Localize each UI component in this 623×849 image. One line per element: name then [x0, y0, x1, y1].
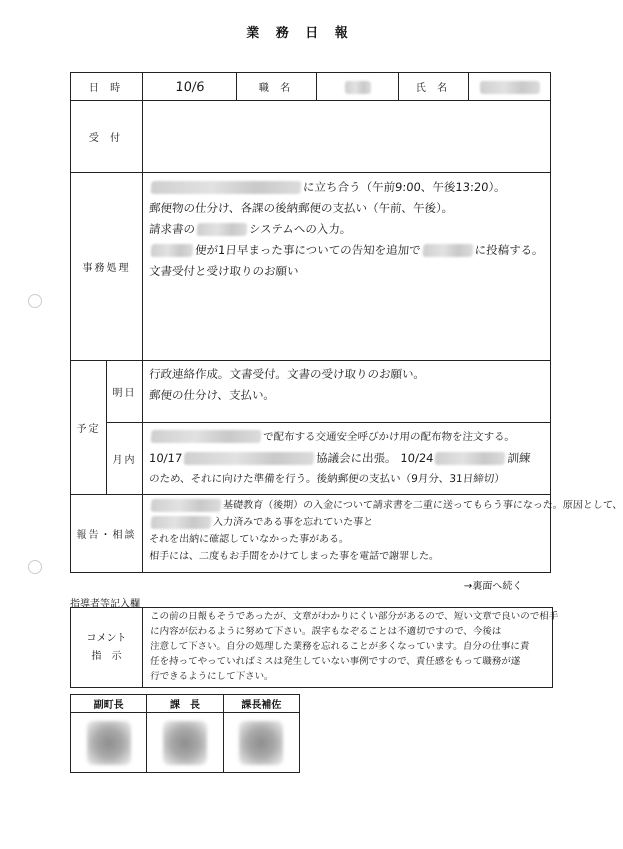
instructor-section-heading: 指導者等記入欄	[70, 599, 140, 610]
comment-line-2: に内容が伝わるように努めて下さい。誤字もなぞることは不適切ですので、今後は	[149, 626, 502, 637]
punch-hole-top	[28, 294, 42, 308]
office-work-line-4: 便が1日早まった事についての告知を追加で に投稿する。	[142, 240, 550, 261]
stamp-section-chief	[147, 713, 223, 773]
report-line-1b: 入力済みである事を忘れていた事と	[142, 514, 550, 531]
tomorrow-line-1: 行政連絡作成。文書受付。文書の受け取りのお願い。	[148, 367, 426, 381]
punch-hole-bottom	[28, 560, 42, 574]
post-value-redacted	[317, 73, 399, 101]
this-month-line-3: のため、それに向けた準備を行う。後納郵便の支払い（9月分、31日締切）	[148, 473, 506, 485]
this-month-line-2: 10/17 協議会に出張。 10/24 訓練	[148, 451, 531, 465]
comment-line-3: 注意して下さい。自分の処理した業務を忘れることが多くなっています。自分の仕事に責	[149, 641, 530, 652]
report-line-3: 相手には、二度もお手間をかけてしまった事を電話で謝罪した。	[148, 551, 440, 562]
comment-line-5: 行できるようにして下さい。	[149, 671, 274, 682]
office-work-line-1: に立ち合う（午前9:00、午後13:20）。	[142, 177, 550, 198]
this-month-line-1: で配布する交通安全呼びかけ用の配布物を注文する。	[142, 426, 551, 448]
form-title: 業 務 日 報	[246, 26, 354, 41]
report-line-2: それを出納に確認していなかった事がある。	[148, 534, 350, 545]
stamp-assistant-chief	[223, 713, 299, 773]
reception-field	[143, 101, 551, 173]
comment-line-1: この前の日報もそうであったが、文章がわかりにくい部分があるので、短い文章で良いので相手	[149, 611, 559, 622]
report-line-1: 基礎教育（後期）の入金について請求書を二重に送ってもらう事になった。原因として、	[142, 497, 550, 514]
approval-col-deputy-mayor: 副町長	[71, 695, 147, 713]
this-month-label: 月内	[107, 423, 143, 495]
tomorrow-line-2: 郵便の仕分け、支払い。	[148, 388, 276, 402]
schedule-label: 予定	[71, 361, 107, 495]
approval-stamp-table	[70, 694, 300, 773]
date-value: 10/6	[142, 73, 238, 101]
office-work-line-3: 請求書の システムへの入力。	[148, 222, 352, 236]
name-value-redacted	[469, 73, 551, 101]
this-month-content	[143, 423, 551, 495]
post-label: 職 名	[237, 73, 317, 101]
stamp-deputy-mayor	[71, 713, 147, 773]
reception-label: 受 付	[71, 101, 143, 173]
office-work-line-2: 郵便物の仕分け、各課の後納郵便の支払い（午前、午後）。	[148, 201, 454, 215]
approval-col-section-chief: 課 長	[147, 695, 223, 713]
office-work-label: 事務処理	[71, 173, 143, 361]
approval-col-assistant-chief: 課長補佐	[223, 695, 299, 713]
comment-line-4: 任を持ってやっていればミスは発生していない事例ですので、責任感をもって職務が遂	[149, 656, 521, 667]
office-work-line-5: 文書受付と受け取りのお願い	[148, 264, 300, 278]
office-work-content	[143, 173, 551, 361]
continued-on-back-note: →裏面へ続く	[463, 581, 523, 592]
comment-label: コメント 指 示	[71, 608, 143, 688]
name-label: 氏 名	[399, 73, 469, 101]
daily-report-form	[70, 72, 623, 573]
tomorrow-content	[143, 361, 551, 423]
tomorrow-label: 明日	[107, 361, 143, 423]
instructor-comment-table	[70, 607, 559, 688]
report-label: 報告・相談	[71, 495, 143, 573]
report-content	[143, 495, 623, 573]
date-label: 日 時	[71, 73, 143, 101]
comment-content	[143, 608, 559, 688]
